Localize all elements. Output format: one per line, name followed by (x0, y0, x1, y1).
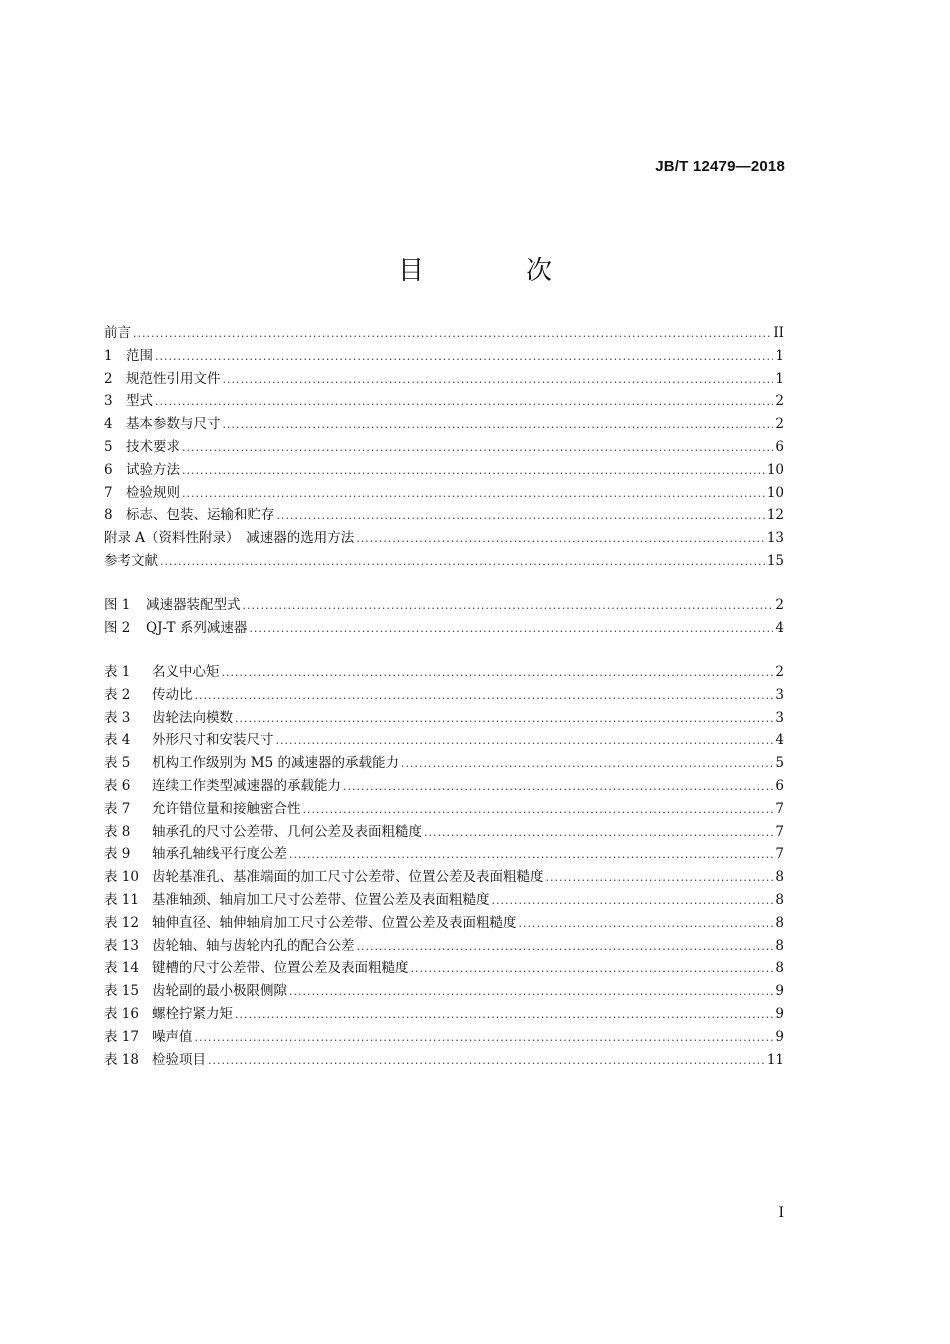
toc-entry-page: 15 (766, 552, 784, 569)
toc-entry-page: 2 (775, 664, 784, 680)
toc-dot-leader (303, 799, 774, 822)
toc-dot-leader (182, 460, 765, 483)
toc-dot-leader (243, 595, 774, 618)
page-title: 目 次 (397, 256, 590, 286)
toc-entry[interactable] (104, 413, 784, 436)
toc-entry-page: 9 (775, 983, 784, 1000)
toc-entry-page: 8 (775, 869, 784, 886)
toc-entry-label: 机构工作级别为 M5 的减速器的承载能力 (152, 755, 399, 772)
toc-entry-number: 表 7 (104, 800, 131, 817)
toc-entry-number: 表 3 (104, 709, 131, 726)
toc-entry-number: 1 (104, 347, 113, 364)
toc-entry-number: 表 4 (104, 732, 131, 749)
toc-entry-page: 13 (766, 530, 784, 547)
toc-entry[interactable] (104, 843, 784, 866)
toc-entry-number: 3 (104, 393, 113, 410)
toc-entry[interactable] (104, 594, 784, 617)
toc-dot-leader (289, 844, 773, 867)
toc-entry-page: 9 (775, 1028, 784, 1045)
toc-entry-page: 1 (775, 347, 784, 364)
toc-entry[interactable] (104, 504, 784, 527)
toc-entry-page: 11 (766, 1051, 784, 1068)
toc-entry-number: 6 (104, 461, 113, 478)
toc-entry-page: 7 (775, 846, 784, 863)
toc-entry-number: 表 11 (104, 891, 139, 908)
toc-entry-label: 齿轮基准孔、基准端面的加工尺寸公差带、位置公差及表面粗糙度 (152, 869, 544, 886)
toc-entry-page: 6 (775, 777, 784, 794)
toc-entry-label: 允许错位量和接触密合性 (152, 800, 301, 817)
toc-entry[interactable] (104, 436, 784, 459)
toc-dot-leader (401, 753, 773, 776)
toc-entry[interactable] (104, 322, 784, 345)
toc-entry-number: 2 (104, 370, 113, 387)
toc-entry-page: 2 (775, 416, 784, 433)
toc-entry-number: 表 15 (104, 983, 139, 1000)
toc-entry-label: 传动比 (152, 686, 193, 703)
toc-entry-label: 轴承孔轴线平行度公差 (152, 846, 287, 863)
toc-entry[interactable] (104, 912, 784, 935)
toc-entry-number: 表 2 (104, 686, 131, 703)
toc-entry-number: 表 9 (104, 846, 131, 863)
toc-dot-leader (235, 1004, 773, 1027)
toc-dot-leader (222, 662, 774, 685)
toc-entry-label: 基准轴颈、轴肩加工尺寸公差带、位置公差及表面粗糙度 (152, 891, 490, 908)
toc-dot-leader (249, 618, 773, 641)
toc-entry[interactable] (104, 798, 784, 821)
toc-entry-number: 表 16 (104, 1005, 139, 1022)
toc-dot-leader (343, 776, 773, 799)
toc-entry-label: 附录 A（资料性附录） 减速器的选用方法 (104, 530, 355, 547)
toc-entry-label: QJ-T 系列减速器 (146, 619, 248, 636)
toc-entry-label: 噪声值 (152, 1028, 193, 1045)
toc-entry-page: 8 (775, 914, 784, 931)
toc-entry[interactable] (104, 889, 784, 912)
toc-entry-page: 5 (775, 755, 784, 772)
toc-entry[interactable] (104, 617, 784, 640)
toc-entry-label: 范围 (126, 347, 153, 364)
toc-entry-label: 规范性引用文件 (126, 370, 221, 387)
toc-entry[interactable] (104, 752, 784, 775)
toc-entry-label: 试验方法 (126, 461, 180, 478)
toc-entry-label: 技术要求 (126, 438, 180, 455)
toc-dot-leader (160, 551, 765, 574)
toc-entry-page: 9 (775, 1005, 784, 1022)
toc-dot-leader (411, 958, 774, 981)
toc-entry[interactable] (104, 1003, 784, 1026)
toc-entry-number: 表 12 (104, 914, 139, 931)
toc-entry[interactable] (104, 527, 784, 550)
toc-entry-number: 表 17 (104, 1028, 139, 1045)
toc-entry-number: 图 1 (104, 597, 131, 613)
toc-entry-label: 齿轮法向模数 (152, 709, 233, 726)
toc-entry-label: 检验规则 (126, 484, 180, 501)
toc-entry-page: 4 (775, 732, 784, 749)
toc-entry-label: 键槽的尺寸公差带、位置公差及表面粗糙度 (152, 960, 409, 977)
toc-entry[interactable] (104, 459, 784, 482)
toc-dot-leader (223, 414, 774, 437)
toc-entry-number: 8 (104, 507, 113, 524)
toc-entry-label: 型式 (126, 393, 153, 410)
toc-entry-page: 3 (775, 709, 784, 726)
toc-entry-label: 外形尺寸和安装尺寸 (152, 732, 274, 749)
toc-entry[interactable] (104, 661, 784, 684)
toc-main-section (104, 322, 784, 573)
toc-entry-label: 标志、包装、运输和贮存 (126, 507, 275, 524)
toc-dot-leader (182, 437, 773, 460)
toc-entry-number: 5 (104, 438, 113, 455)
toc-dot-leader (133, 323, 771, 346)
toc-entry[interactable] (104, 390, 784, 413)
toc-entry-page: 8 (775, 960, 784, 977)
toc-entry-number: 4 (104, 416, 113, 433)
toc-entry-page: II (773, 325, 784, 341)
toc-entry-label: 基本参数与尺寸 (126, 416, 221, 433)
toc-dot-leader (155, 391, 773, 414)
toc-entry-label: 参考文献 (104, 552, 158, 569)
toc-entry-label: 前言 (104, 325, 131, 341)
toc-entry-page: 12 (766, 507, 784, 524)
toc-entry-label: 齿轮副的最小极限侧隙 (152, 983, 287, 1000)
toc-entry-number: 表 5 (104, 755, 131, 772)
toc-tables-section (104, 661, 784, 1071)
toc-entry[interactable] (104, 368, 784, 391)
toc-entry-page: 6 (775, 438, 784, 455)
toc-dot-leader (276, 730, 774, 753)
toc-dot-leader (289, 981, 773, 1004)
toc-entry-label: 轴承孔的尺寸公差带、几何公差及表面粗糙度 (152, 823, 422, 840)
toc-entry-label: 螺栓拧紧力矩 (152, 1005, 233, 1022)
toc-entry[interactable] (104, 935, 784, 958)
toc-entry-page: 1 (775, 370, 784, 387)
toc-entry-page: 4 (775, 619, 784, 636)
toc-entry[interactable] (104, 482, 784, 505)
toc-entry-number: 表 8 (104, 823, 131, 840)
toc-dot-leader (519, 913, 774, 936)
toc-entry[interactable] (104, 707, 784, 730)
toc-entry[interactable] (104, 550, 784, 573)
toc-entry[interactable] (104, 821, 784, 844)
toc-dot-leader (235, 708, 773, 731)
toc-entry-page: 2 (775, 393, 784, 410)
toc-dot-leader (195, 685, 774, 708)
toc-entry-label: 齿轮轴、轴与齿轮内孔的配合公差 (152, 937, 355, 954)
toc-entry-page: 8 (775, 891, 784, 908)
toc-entry[interactable] (104, 866, 784, 889)
toc-entry[interactable] (104, 957, 784, 980)
toc-dot-leader (356, 528, 765, 551)
toc-entry-number: 表 1 (104, 664, 131, 680)
toc-entry-page: 10 (766, 484, 784, 501)
toc-dot-leader (357, 936, 774, 959)
standard-code: JB/T 12479—2018 (655, 158, 785, 175)
toc-entry-label: 减速器装配型式 (146, 597, 241, 613)
toc-figures-section (104, 594, 784, 640)
toc-entry-label: 检验项目 (152, 1051, 206, 1068)
toc-dot-leader (223, 369, 774, 392)
toc-dot-leader (546, 867, 774, 890)
toc-dot-leader (195, 1027, 774, 1050)
toc-entry-page: 8 (775, 937, 784, 954)
toc-entry-label: 名义中心矩 (152, 664, 220, 680)
toc-entry[interactable] (104, 684, 784, 707)
toc-entry-label: 轴伸直径、轴伸轴肩加工尺寸公差带、位置公差及表面粗糙度 (152, 914, 517, 931)
toc-entry-number: 表 14 (104, 960, 139, 977)
toc-dot-leader (492, 890, 774, 913)
page-number: I (778, 1205, 784, 1221)
toc-entry-number: 7 (104, 484, 113, 501)
toc-dot-leader (424, 822, 773, 845)
toc-entry-number: 表 18 (104, 1051, 139, 1068)
toc-entry-number: 表 10 (104, 869, 139, 886)
toc-entry[interactable] (104, 980, 784, 1003)
toc-entry-page: 7 (775, 823, 784, 840)
toc-entry-number: 表 13 (104, 937, 139, 954)
toc-entry-page: 3 (775, 686, 784, 703)
toc-entry-page: 10 (766, 461, 784, 478)
toc-entry-number: 表 6 (104, 777, 131, 794)
toc-entry-number: 图 2 (104, 619, 131, 636)
toc-entry[interactable] (104, 729, 784, 752)
toc-entry[interactable] (104, 1026, 784, 1049)
toc-entry-page: 2 (775, 597, 784, 613)
toc-entry[interactable] (104, 1049, 784, 1072)
toc-entry[interactable] (104, 345, 784, 368)
toc-dot-leader (182, 483, 765, 506)
toc-entry[interactable] (104, 775, 784, 798)
toc-entry-page: 7 (775, 800, 784, 817)
toc-dot-leader (208, 1050, 765, 1073)
toc-entry-label: 连续工作类型减速器的承载能力 (152, 777, 341, 794)
toc-dot-leader (155, 346, 773, 369)
toc-dot-leader (277, 505, 765, 528)
